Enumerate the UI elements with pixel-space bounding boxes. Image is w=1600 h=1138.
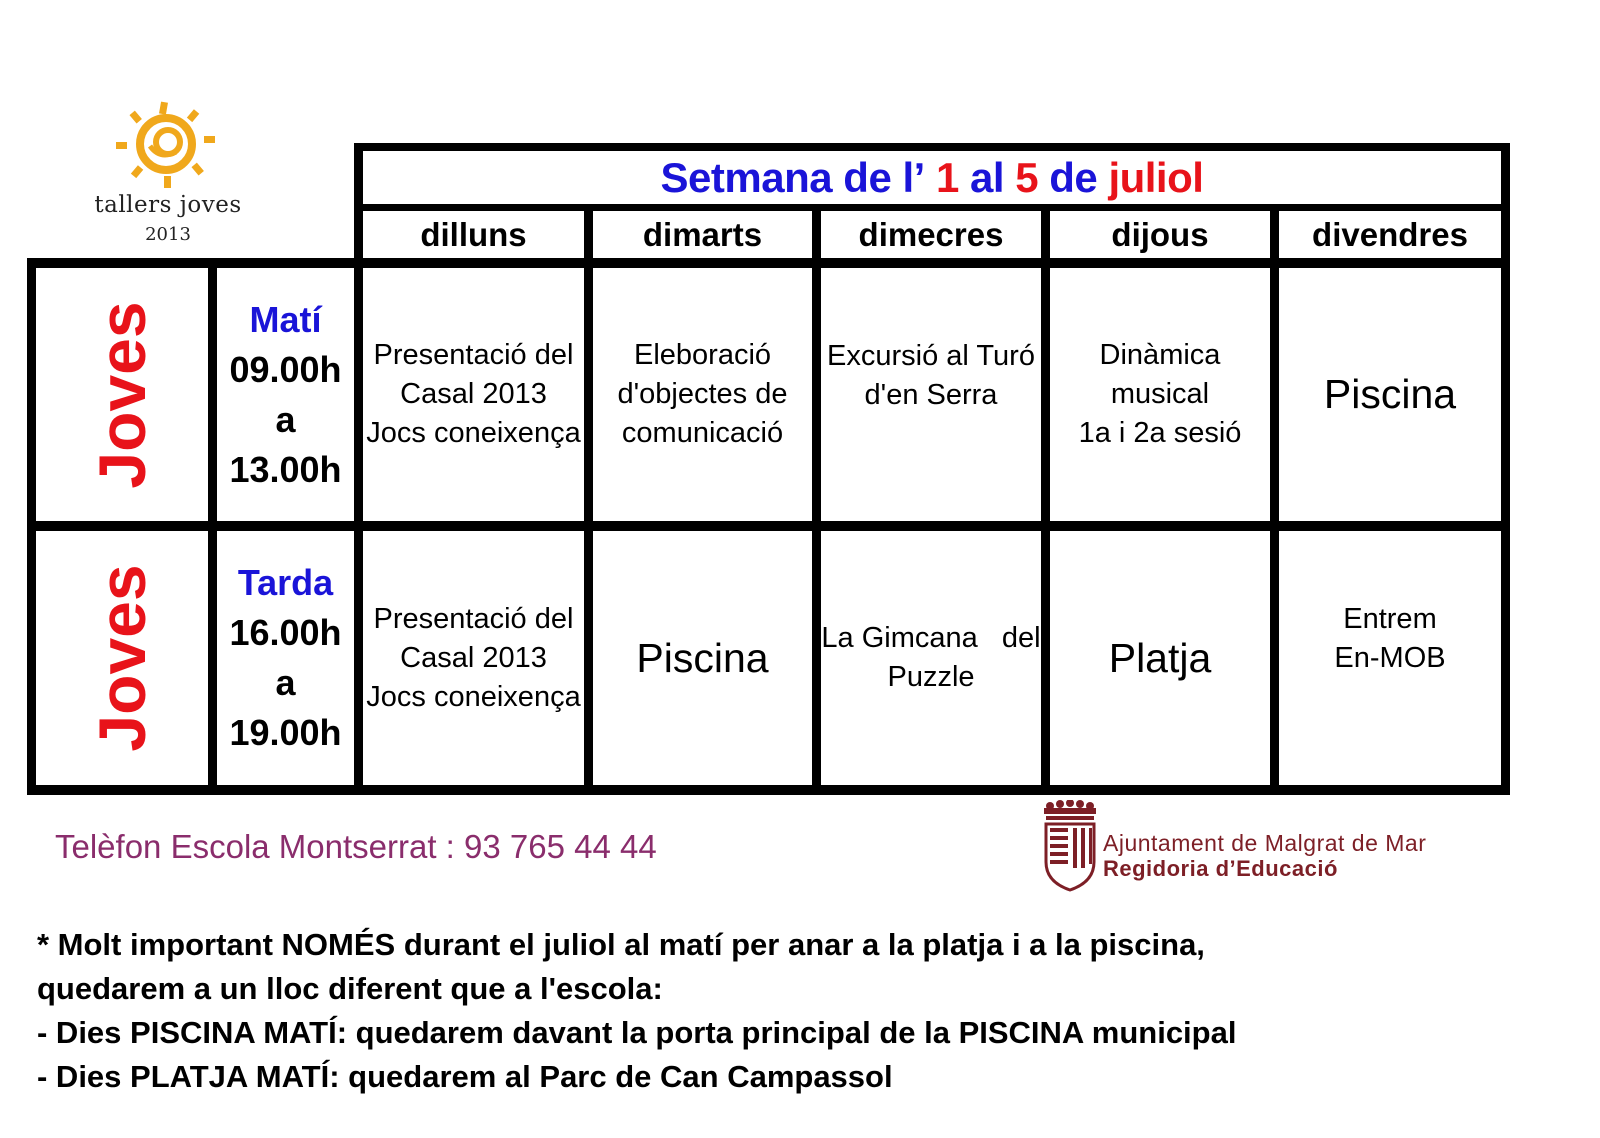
day-header-dijous: dijous — [1111, 215, 1209, 253]
note-line: - Dies PLATJA MATÍ: quedarem al Parc de Can Campassol — [37, 1059, 893, 1094]
grid-line — [1501, 143, 1510, 795]
council-logo — [1040, 800, 1500, 895]
time-block-mati — [217, 268, 354, 521]
grid-line — [27, 785, 1510, 795]
title-month: juliol — [1108, 153, 1204, 201]
day-header-dimecres: dimecres — [858, 215, 1004, 253]
start-time: 16.00h — [229, 612, 342, 653]
title-part1: Setmana de l’ — [660, 153, 925, 201]
day-header-dimarts: dimarts — [642, 215, 763, 253]
tallers-joves-logo — [88, 100, 248, 250]
grid-line — [357, 204, 1510, 211]
note-line: - Dies PISCINA MATÍ: quedarem davant la porta principal de la PISCINA municipal — [37, 1015, 1237, 1050]
activity-cell: Presentació del Casal 2013 Jocs coneixença — [366, 602, 581, 713]
note-line: quedarem a un lloc diferent que a l'escola: — [37, 971, 663, 1006]
grid-line — [812, 204, 821, 795]
grid-line — [354, 143, 363, 795]
logo-year: 2013 — [145, 224, 191, 245]
day-header-divendres: divendres — [1312, 215, 1468, 253]
sun-icon — [110, 100, 220, 195]
session-label: Matí — [249, 298, 322, 340]
start-time: 09.00h — [229, 348, 342, 390]
group-label-joves: Joves — [85, 301, 159, 489]
grid-line — [27, 521, 1510, 531]
council-department: Regidoria d’Educació — [1103, 856, 1338, 881]
phone-info: Telèfon Escola Montserrat : 93 765 44 44 — [55, 828, 657, 865]
group-label-joves: Joves — [85, 564, 159, 752]
week-title — [363, 151, 1501, 204]
grid-line — [1041, 204, 1050, 795]
important-notes — [37, 923, 1236, 1099]
activity-cell: Platja — [1108, 634, 1212, 681]
activity-cell: Presentació del Casal 2013 Jocs coneixença — [366, 339, 581, 449]
activity-cell: Entrem En-MOB — [1334, 603, 1446, 674]
session-label: Tarda — [237, 562, 334, 603]
title-num1: 1 — [935, 153, 959, 201]
grid-line — [584, 204, 593, 795]
activity-cell: Piscina — [1323, 371, 1457, 417]
crest-icon — [1040, 800, 1100, 892]
council-name: Ajuntament de Malgrat de Mar — [1103, 830, 1427, 856]
grid-line — [1270, 204, 1279, 795]
grid-line — [357, 143, 1510, 151]
logo-text: tallers joves — [94, 192, 242, 218]
activity-cell: Dinàmica musical 1a i 2a sesió — [1078, 339, 1242, 449]
activity-cell: La Gimcana del Puzzle — [821, 622, 1041, 693]
note-line: * Molt important NOMÉS durant el juliol al matí per anar a la platja i a la piscina, — [37, 927, 1205, 962]
end-time: 19.00h — [229, 712, 342, 753]
title-num2: 5 — [1015, 153, 1039, 201]
activity-cell: Eleboració d'objectes de comunicació — [617, 339, 788, 449]
grid-line — [27, 258, 36, 795]
time-block-tarda — [217, 531, 354, 785]
title-part2: al — [970, 153, 1005, 201]
time-separator: a — [275, 398, 296, 440]
activity-cell: Excursió al Turó d'en Serra — [827, 339, 1035, 411]
day-header-dilluns: dilluns — [420, 215, 527, 253]
time-separator: a — [275, 662, 296, 703]
grid-line — [27, 258, 1510, 268]
activity-cell: Piscina — [636, 634, 769, 681]
title-part3: de — [1049, 153, 1098, 201]
grid-line — [208, 258, 217, 795]
end-time: 13.00h — [229, 448, 342, 490]
